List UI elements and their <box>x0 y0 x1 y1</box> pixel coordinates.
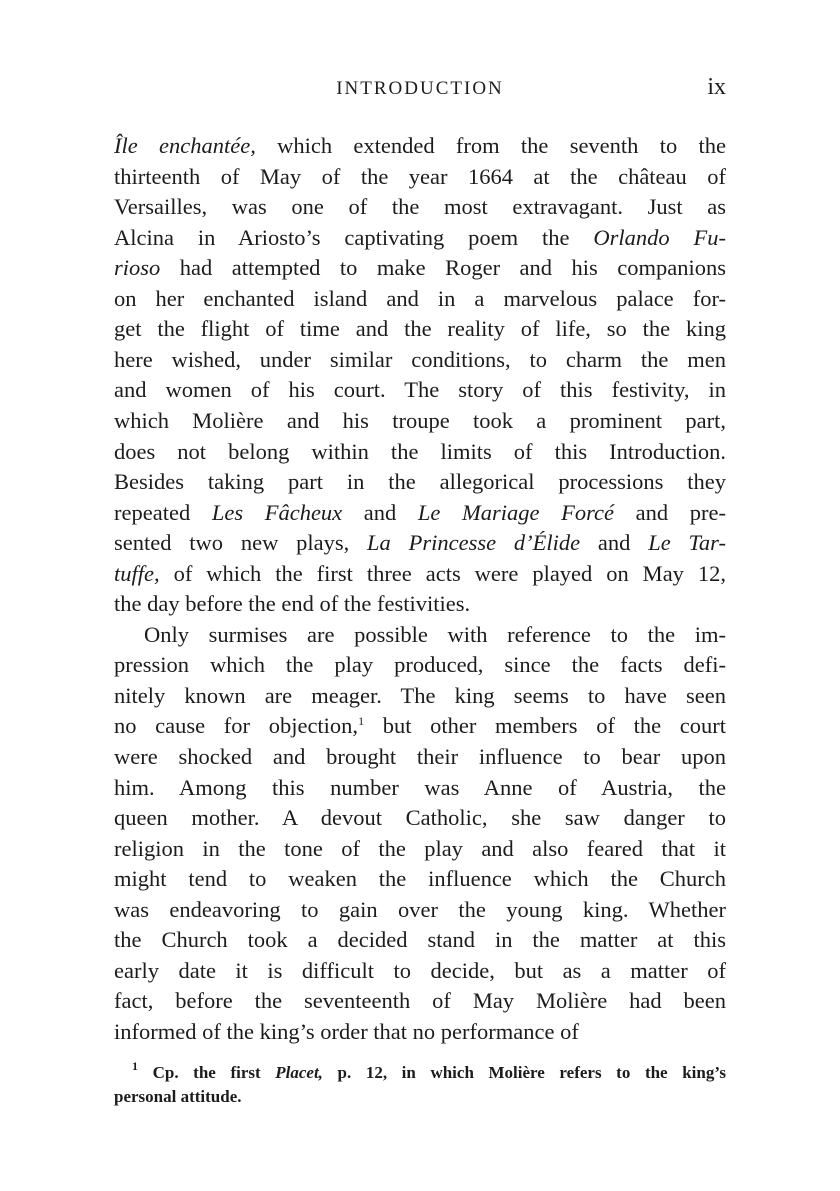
text-line <box>114 343 726 376</box>
text-run: and pre- <box>614 499 726 525</box>
text-run: which extended from the seventh to the <box>255 133 726 158</box>
text-line <box>114 251 726 284</box>
text-line <box>114 709 726 742</box>
footnote-marker: 1 <box>358 714 365 729</box>
text-run: repeated <box>114 499 212 525</box>
footnote-line <box>114 1084 726 1110</box>
text-line <box>114 740 726 773</box>
text-line <box>114 282 726 315</box>
text-run: Only surmises are possible with reference to the im- <box>144 621 726 647</box>
text-run: was endeavoring to gain over the young king. Whether <box>114 896 726 922</box>
text-run: get the flight of time and the reality of life, so the king <box>114 316 726 342</box>
text-run: him. Among this number was Anne of Austria, the <box>114 774 726 800</box>
text-line <box>114 557 726 590</box>
text-line <box>114 312 726 345</box>
text-line <box>114 832 726 865</box>
text-run: on her enchanted island and in a marvelous palace for- <box>114 285 726 311</box>
text-line <box>114 404 726 437</box>
text-line <box>114 862 726 895</box>
text-run: were shocked and brought their influence to bear upon <box>114 744 726 769</box>
text-run: and <box>342 499 418 525</box>
text-line <box>114 648 726 681</box>
italic-run: Île enchantée, <box>114 133 256 158</box>
italic-run: Le Tar- <box>648 530 726 556</box>
text-line <box>114 190 726 223</box>
footnote-marker: 1 <box>132 1060 138 1073</box>
text-run: sented two new plays, <box>114 530 368 556</box>
text-line <box>114 465 726 498</box>
page-number: ix <box>707 74 726 100</box>
text-run: pression which the play produced, since the facts defi- <box>114 652 726 678</box>
text-run: Besides taking part in the allegorical processions they <box>114 469 726 495</box>
text-line <box>114 771 726 804</box>
text-run: thirteenth of May of the year 1664 at the château of <box>114 163 726 189</box>
text-line <box>114 587 726 620</box>
text-run: queen mother. A devout Catholic, she saw danger to <box>114 805 726 831</box>
italic-run: Orlando Fu- <box>593 224 726 250</box>
footnote-line <box>114 1060 726 1086</box>
text-line <box>114 160 726 193</box>
text-line <box>114 496 726 529</box>
italic-run: La Princesse d’Élide <box>367 530 581 556</box>
text-line <box>114 984 726 1017</box>
text-line <box>114 801 726 834</box>
text-run: Versailles, was one of the most extravagant. Just as <box>114 194 726 220</box>
text-run: the Church took a decided stand in the matter at this <box>114 927 726 953</box>
text-line <box>114 373 726 406</box>
text-run: nitely known are meager. The king seems to have seen <box>114 682 726 708</box>
text-line <box>114 221 726 254</box>
text-run: personal attitude. <box>114 1087 242 1106</box>
text-line <box>114 435 726 468</box>
running-header <box>114 74 726 104</box>
text-run: religion in the tone of the play and also feared that it <box>114 835 726 861</box>
text-line <box>114 1015 726 1048</box>
running-title: INTRODUCTION <box>336 78 504 99</box>
text-line <box>114 526 726 559</box>
text-line <box>114 923 726 956</box>
text-run: Alcina in Ariosto’s captivating poem the <box>114 224 594 250</box>
text-run: p. 12, in which Molière refers to the king’s <box>322 1063 726 1082</box>
text-run: the day before the end of the festivities. <box>114 591 471 617</box>
text-run: and <box>580 530 649 556</box>
text-line <box>114 679 726 712</box>
text-run: of which the first three acts were played on May 12, <box>159 560 726 586</box>
text-line <box>114 893 726 926</box>
italic-run: tuffe, <box>114 560 160 586</box>
italic-run: Placet, <box>275 1063 323 1082</box>
text-line <box>114 618 726 651</box>
italic-run: Les Fâcheux <box>211 499 343 525</box>
text-run: early date it is difficult to decide, but as a matter of <box>114 957 726 983</box>
text-run: which Molière and his troupe took a prominent part, <box>114 407 726 433</box>
text-run: might tend to weaken the influence which the Church <box>114 866 726 892</box>
text-run: and women of his court. The story of this festivity, in <box>114 377 726 403</box>
text-run: does not belong within the limits of this Introduction. <box>114 438 726 464</box>
text-run: fact, before the seventeenth of May Molière had been <box>114 988 726 1014</box>
text-line <box>114 954 726 987</box>
italic-run: Le Mariage Forcé <box>417 499 615 525</box>
text-run: Cp. the first <box>138 1063 276 1082</box>
text-run: no cause for objection, <box>114 713 359 739</box>
text-run: here wished, under similar conditions, to charm the men <box>114 346 726 372</box>
text-run: but other members of the court <box>364 713 726 739</box>
italic-run: rioso <box>114 255 161 281</box>
text-line <box>114 129 726 162</box>
text-run: informed of the king’s order that no performance of <box>114 1018 579 1044</box>
text-run: had attempted to make Roger and his companions <box>160 255 726 281</box>
